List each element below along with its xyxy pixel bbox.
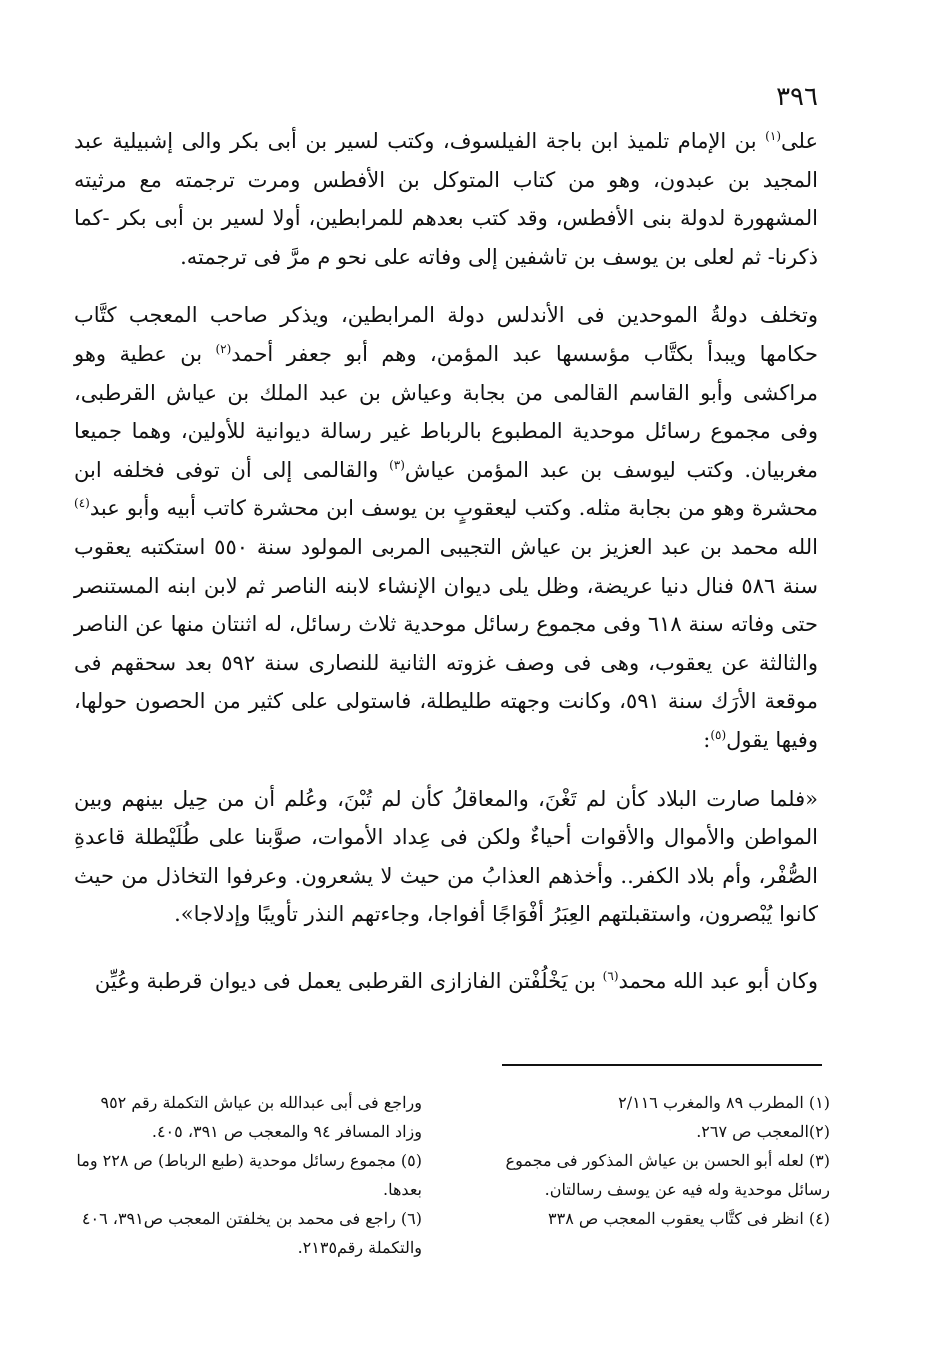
footnote-ref-4: (٤): [74, 496, 90, 511]
footnotes-left-column: [72, 1088, 422, 1262]
paragraph-4: [74, 962, 818, 1001]
main-text: [74, 122, 818, 1000]
footnote-6: (٦) راجع فى محمد بن يخلفتن المعجب ص٣٩١، ٤٠٦ والتكملة رقم٢١٣٥.: [81, 1209, 422, 1257]
text-run: الله محمد بن عبد العزيز بن عياش التجيبى المربى المولود سنة ٥٥٠ استكتبه يعقوب سنة ٥٨٦ فنال دنيا عريضة، وظل يلى ديوان الإنشاء لابنه الناصر ثم لابن ابنه المستنصر حتى وفاته سنة ٦١٨ وفى مجموع رسائل موحدية ثلاث رسائل، له اثنتان منها عن الناصر والثالثة عن يعقوب، وهى فى وصف غزوته الثانية للنصارى سنة ٥٩٢ بعد سحقهم فى موقعة الأرَك سنة ٥٩١، وكانت وجهته طليطلة، فاستولى على كثير من الحصون حولها، وفيها يقول: [74, 534, 818, 752]
footnote-ref-2: (٢): [215, 341, 232, 356]
paragraph-1: [74, 122, 818, 276]
quotation-paragraph: «فلما صارت البلاد كأن لم تَغْنَ، والمعاقلُ كأن لم تُبْنَ، وعُلم أن من حِيل بينهم وبين المواطن والأموال والأقوات أحياءٌ ولكن فى عِداد الأموات، صوَّبنا على طُلَيْطلة قاعدةِ الصُّفْر، وأم بلاد الكفر.. وأخذهم العذابُ من حيث لا يشعرون. وعرفوا التخاذل من حيث كانوا يُبْصرون، واستقبلتهم العِبَرُ أفْوَاجًا أفواجا، وجاءتهم النذر تأويبًا وإدلاجا».: [74, 786, 818, 927]
footnote-ref-1: (١): [765, 129, 781, 143]
text-run: بن يَخْلُفْتن الفازازى القرطبى يعمل فى ديوان قرطبة وعُيِّن: [94, 968, 603, 993]
footnote-ref-6: (٦): [602, 968, 619, 983]
text-run: بن الإمام تلميذ ابن باجة الفيلسوف، وكتب لسير بن أبى بكر والى إشبيلية عبد المجيد بن عبدون، وهو من كتاب المتوكل بن الأفطس ومرت ترجمته مع مرثيته المشهورة لدولة بنى الأفطس، وقد كتب بعدهم للمرابطين، أولا لسير بن أبى بكر -كما ذكرنا- ثم لعلى بن يوسف بن تاشفين إلى وفاته على نحو م مرَّ فى ترجمته.: [74, 129, 818, 269]
text-run: :: [703, 727, 711, 752]
page-number: ٣٩٦: [776, 82, 818, 112]
footnote-3: (٣) لعله أبو الحسن بن عياش المذكور فى مجموع رسائل موحدية وله فيه عن يوسف رسالتان.: [505, 1151, 830, 1199]
footnote-4: (٤) انظر فى كتَّاب يعقوب المعجب ص ٣٣٨: [548, 1209, 830, 1228]
footnote-ref-5: (٥): [710, 727, 727, 742]
footnote-ref-3: (٣): [389, 457, 405, 472]
footnote-separator: [502, 1064, 822, 1066]
text-run: وكان أبو عبد الله محمد: [618, 968, 818, 993]
footnote-2: (٢)المعجب ص ٢٦٧.: [696, 1122, 830, 1141]
footnotes: [72, 1088, 830, 1262]
paragraph-2: [74, 296, 818, 759]
text-run: على: [781, 129, 818, 153]
text-run: والقالمى إلى أن توفى فخلفه ابن محشرة وهو من بجابة مثله. وكتب ليعقوبٍ بن يوسف ابن محشرة كاتب أبيه وأبو عبد: [74, 457, 818, 521]
text-run: وتخلف دولةُ الموحدين فى الأندلس دولة المرابطين، ويذكر صاحب المعجب كتَّاب حكامها ويبدأ بكتَّاب مؤسسها عبد المؤمن، وهم أبو جعفر أحمد: [74, 303, 818, 366]
footnotes-right-column: [480, 1088, 830, 1262]
text-run: بن عطية وهو مراكشى وأبو القاسم القالمى من بجابة وعياش بن عبد الملك بن عياش القرطبى، وفى مجموع رسائل موحدية المطبوع بالرباط غير رسالة ديوانية للأولين، وهما جميعا مغربيان. وكتب ليوسف بن عبد المؤمن عياش: [74, 341, 818, 482]
footnote-1: (١) المطرب ٨٩ والمغرب ٢/١١٦: [618, 1093, 830, 1112]
footnote-4-continued: وراجع فى أبى عبدالله بن عياش التكملة رقم ٩٥٢ وزاد المسافر ٩٤ والمعجب ص ٣٩١، ٤٠٥.: [100, 1093, 422, 1141]
footnote-5: (٥) مجموع رسائل موحدية (طبع الرباط) ص ٢٢٨ وما بعدها.: [76, 1151, 422, 1199]
